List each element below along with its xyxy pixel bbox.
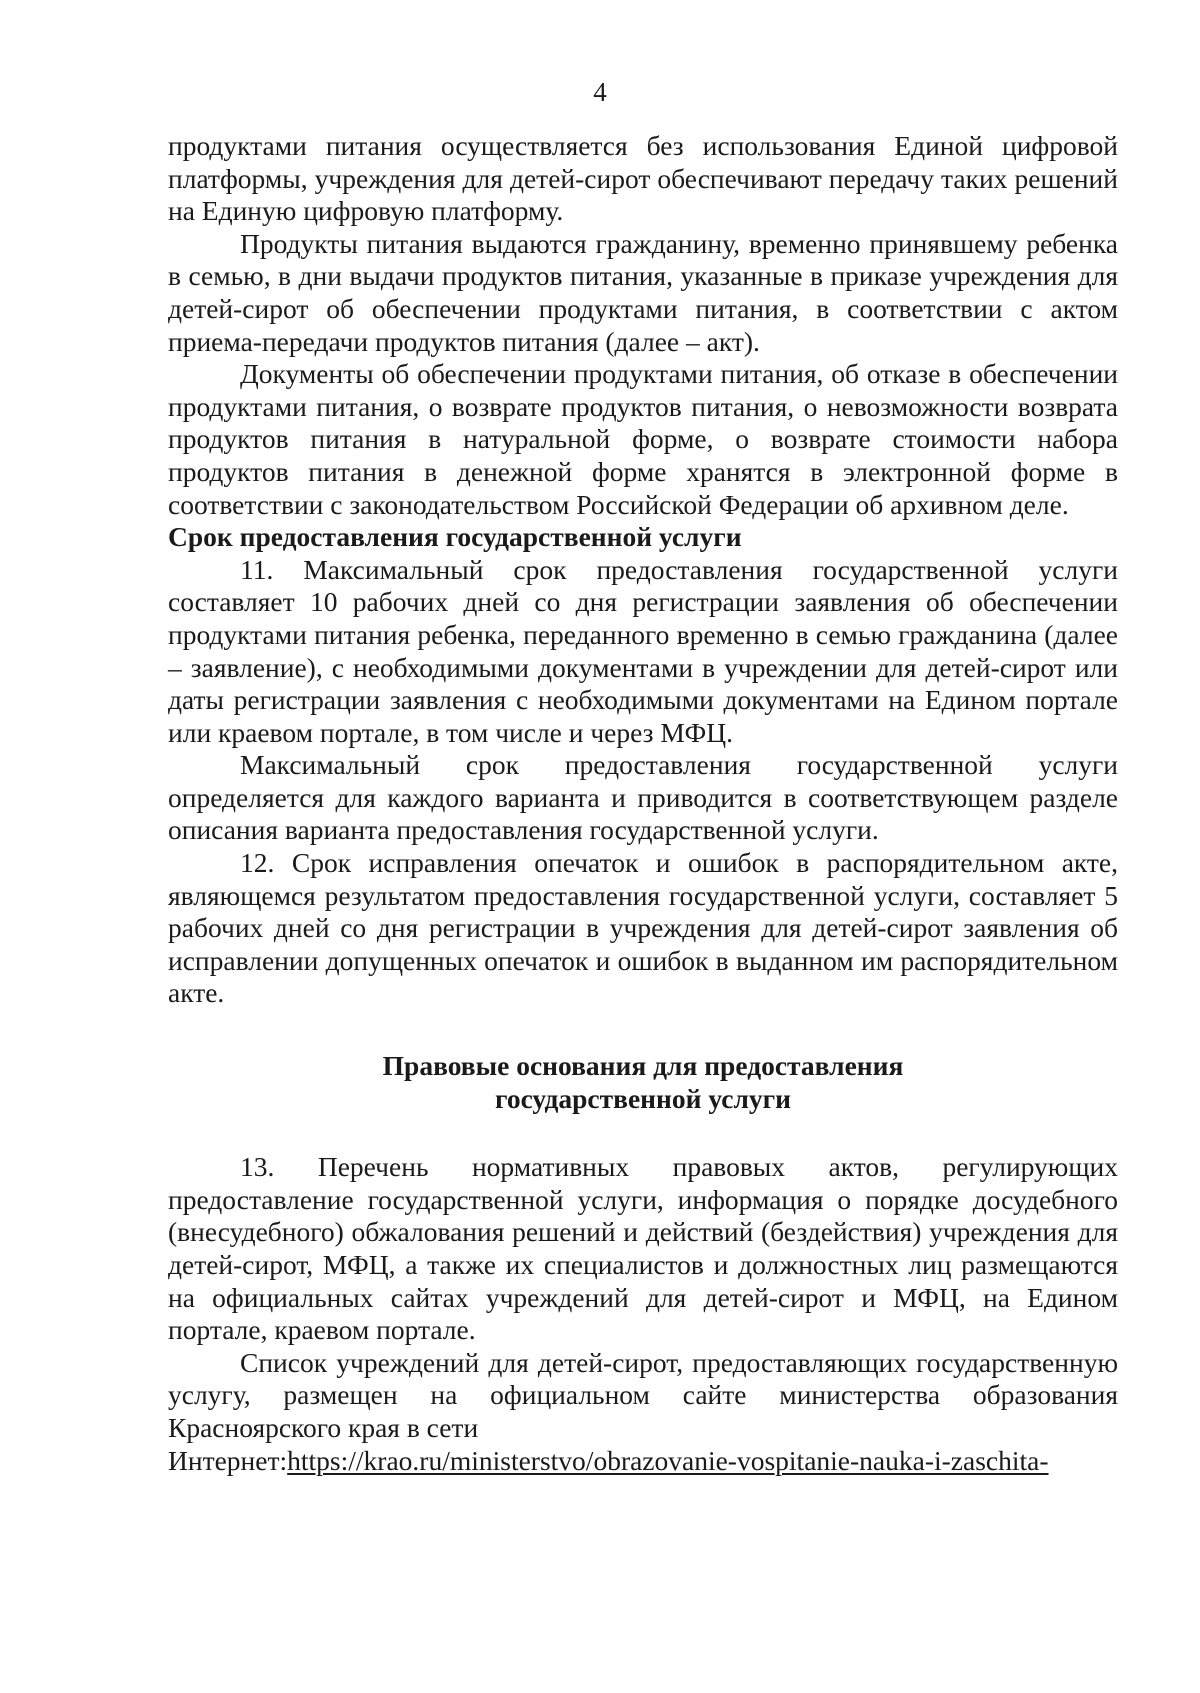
paragraph: Продукты питания выдаются гражданину, временно принявшему ребенка в семью, в дни выдачи продуктов питания, указанные в приказе учреждения для детей-сирот об обеспечении продуктами питания, в соответствии с актом приема-передачи продуктов питания (далее – акт). <box>168 227 1118 357</box>
paragraph: 12. Срок исправления опечаток и ошибок в распорядительном акте, являющемся результатом предоставления государственной услуги, составляет 5 рабочих дней со дня регистрации в учреждения для детей-сирот заявления об исправлении допущенных опечаток и ошибок в выданном им распорядительном акте. <box>168 847 1118 1009</box>
section-heading <box>168 1050 1118 1115</box>
ministry-website-link[interactable]: https://krao.ru/ministerstvo/obrazovanie-vospitanie-nauka-i-zaschita- <box>287 1444 1049 1476</box>
document-body <box>168 130 1118 1477</box>
paragraph: 13. Перечень нормативных правовых актов, регулирующих предоставление государственной услуги, информация о порядке досудебного (внесудебного) обжалования решений и действий (бездействия) учреждения для детей-сирот, МФЦ, а также их специалистов и должностных лиц размещаются на официальных сайтах учреждений для детей-сирот и МФЦ, на Едином портале, краевом портале. <box>168 1151 1118 1346</box>
paragraph: 11. Максимальный срок предоставления государственной услуги составляет 10 рабочих дней со дня регистрации заявления об обеспечении продуктами питания ребенка, переданного временно в семью гражданина (далее – заявление), с необходимыми документами в учреждении для детей-сирот или даты регистрации заявления с необходимыми документами на Едином портале или краевом портале, в том числе и через МФЦ. <box>168 553 1118 748</box>
paragraph: Максимальный срок предоставления государственной услуги определяется для каждого варианта и приводится в соответствующем разделе описания варианта предоставления государственной услуги. <box>168 749 1118 846</box>
section-heading: Срок предоставления государственной услуги <box>168 521 742 553</box>
paragraph: продуктами питания осуществляется без использования Единой цифровой платформы, учреждения для детей-сирот обеспечивают передачу таких решений на Единую цифровую платформу. <box>168 130 1118 227</box>
link-prefix: Интернет: <box>168 1444 288 1476</box>
paragraph: Список учреждений для детей-сирот, предоставляющих государственную услугу, размещен на официальном сайте министерства образования Красноярского края в сети <box>168 1346 1118 1443</box>
paragraph: Документы об обеспечении продуктами питания, об отказе в обеспечении продуктами питания, о возврате продуктов питания, о невозможности возврата продуктов питания в натуральной форме, о возврате стоимости набора продуктов питания в денежной форме хранятся в электронной форме в соответствии с законодательством Российской Федерации об архивном деле. <box>168 358 1118 520</box>
paragraph-link-line <box>168 1445 1118 1478</box>
section-heading-line: Правовые основания для предоставления <box>382 1050 904 1082</box>
section-heading-line: государственной услуги <box>495 1082 791 1114</box>
page-number: 4 <box>593 77 607 107</box>
